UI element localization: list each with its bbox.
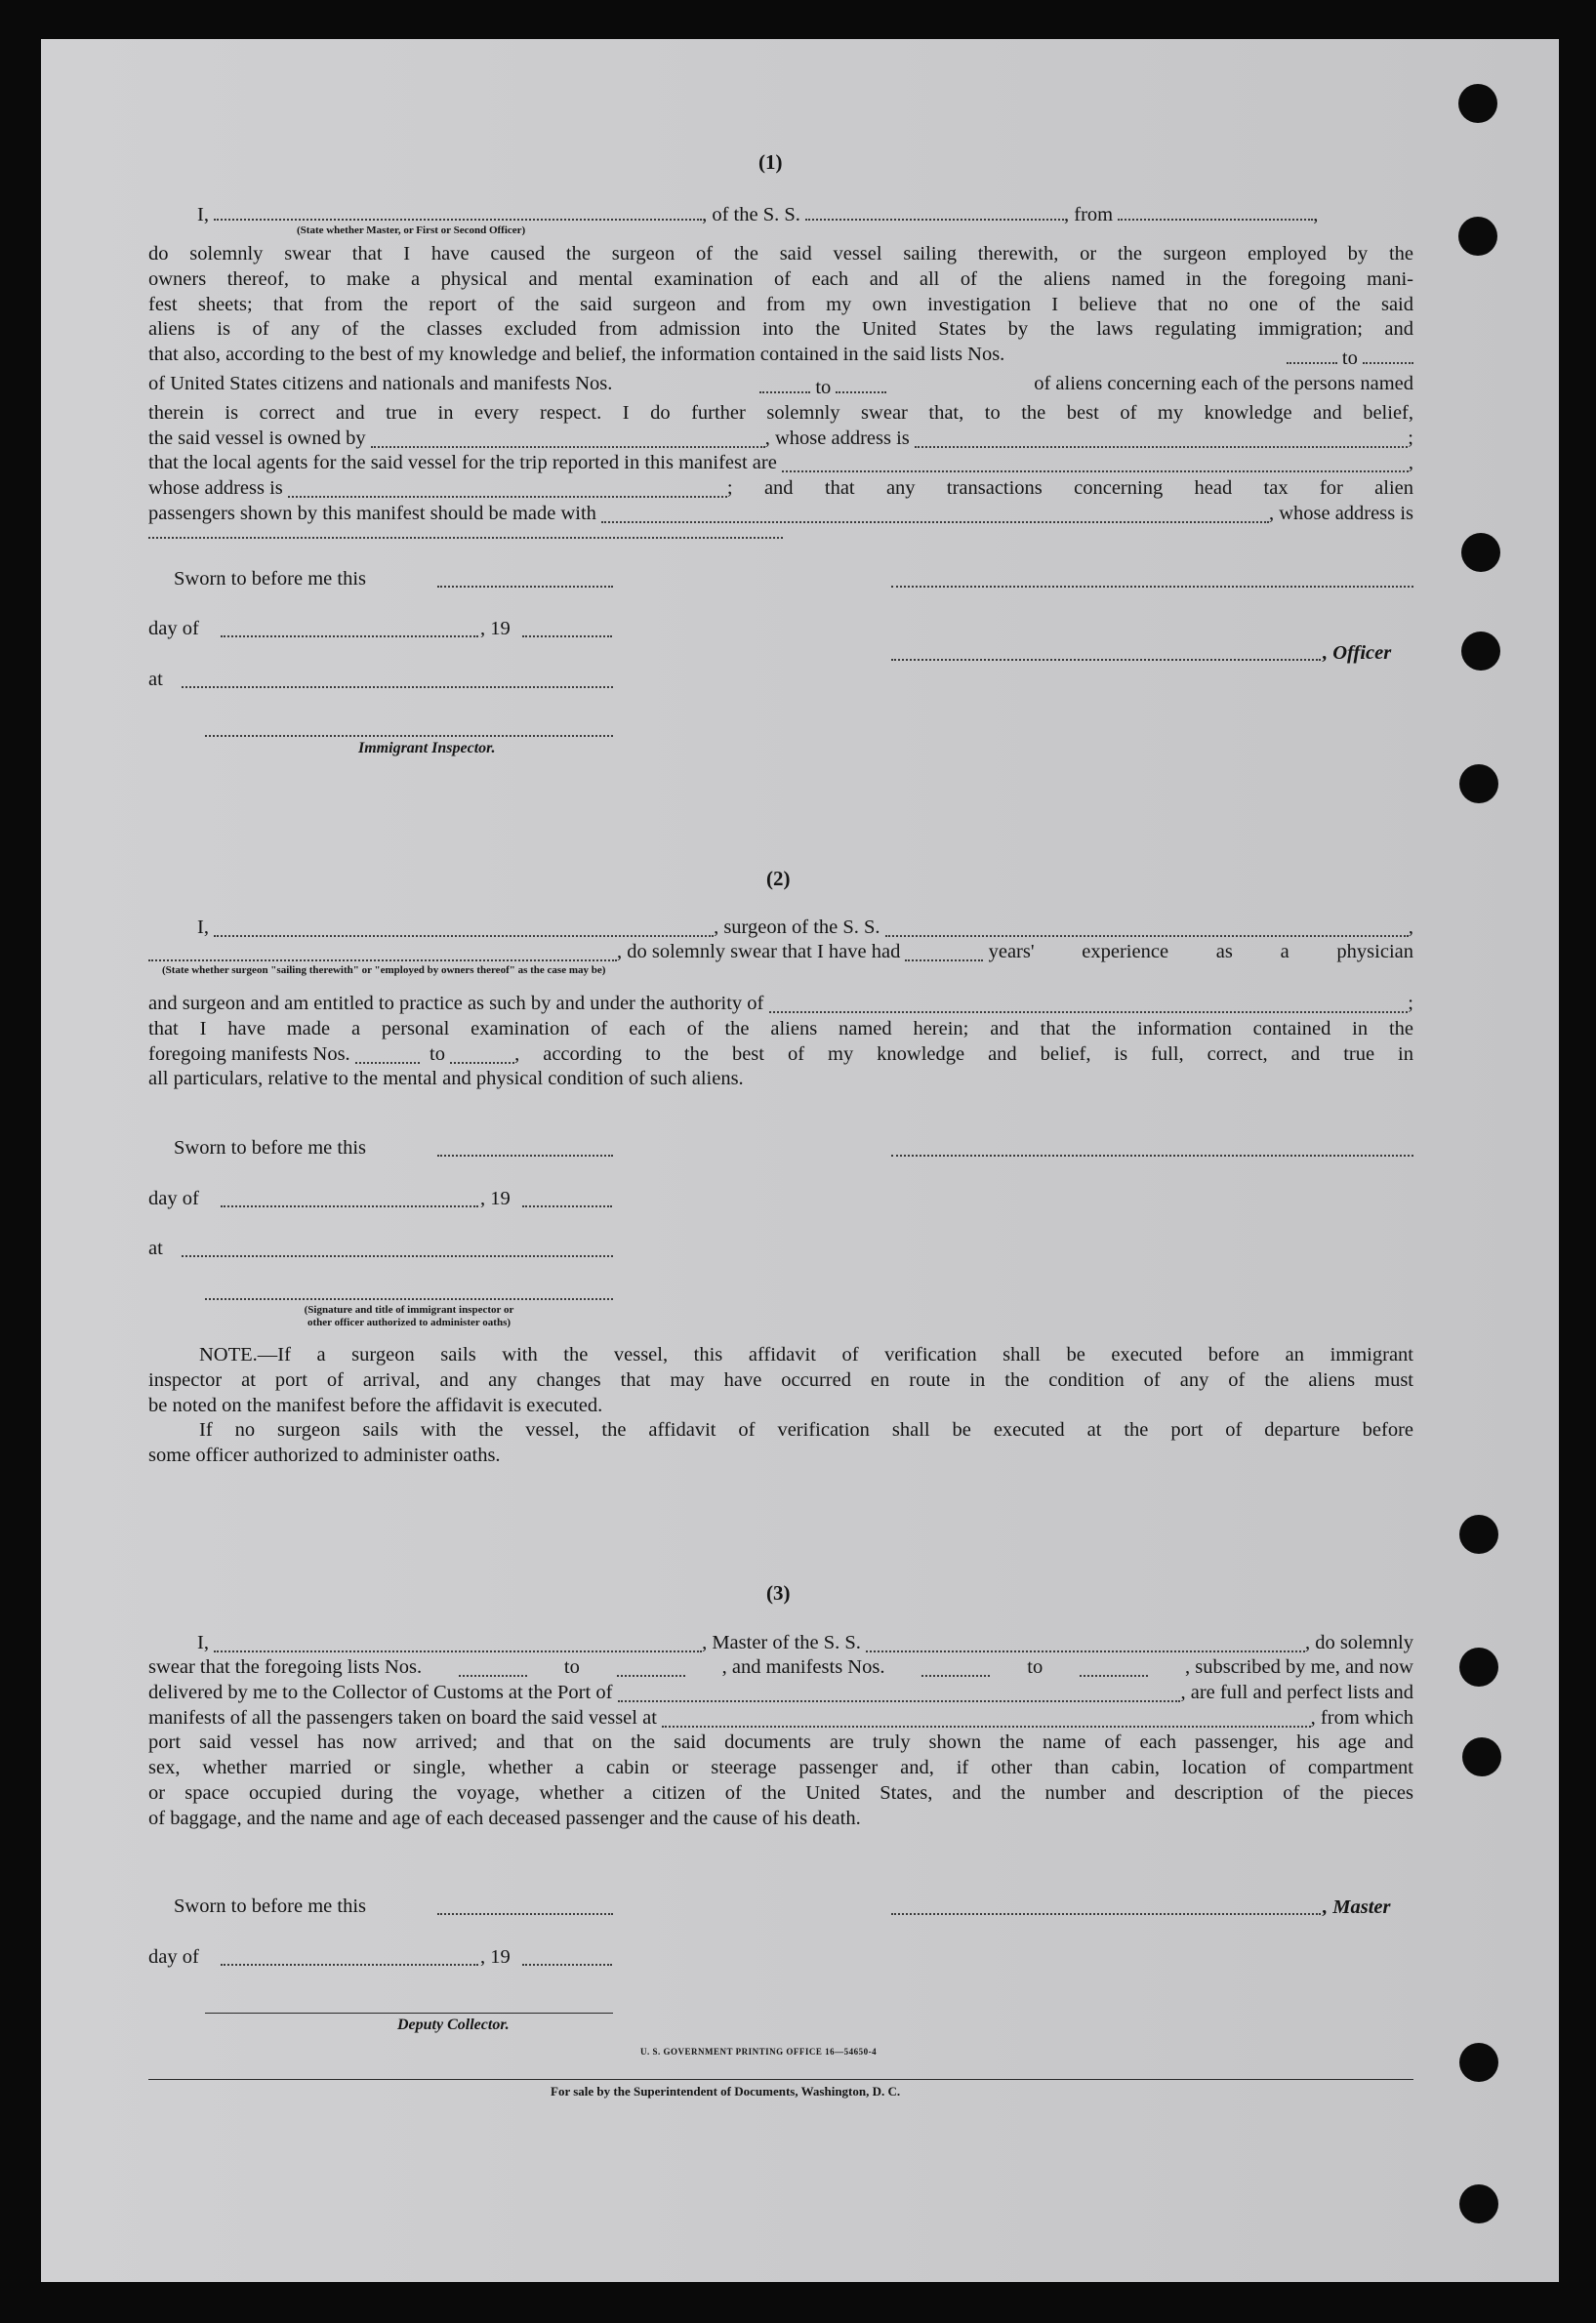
section-3-body [148, 1655, 1413, 1832]
body-line: or space occupied during the voyage, whether a citizen of the United States, and the number and description of the pieces [148, 1781, 1413, 1804]
day-of-field[interactable] [221, 1964, 478, 1966]
year-field[interactable] [522, 1205, 612, 1207]
sale-notice: For sale by the Superintendent of Documents, Washington, D. C. [551, 2084, 901, 2099]
surgeon-manifest-from-field[interactable] [355, 1042, 420, 1064]
manifests-from-field[interactable] [921, 1655, 990, 1677]
note-line: NOTE.—If a surgeon sails with the vessel, this affidavit of verification shall be executed before an immigrant [199, 1344, 1413, 1365]
punch-hole [1459, 1515, 1498, 1554]
section-1-number: (1) [758, 150, 783, 174]
surgeon-name-field[interactable] [214, 916, 714, 937]
surgeon-signature-field[interactable] [891, 1155, 1413, 1157]
owner-address-field[interactable] [915, 427, 1408, 448]
punch-hole [1458, 84, 1497, 123]
section-3-number: (3) [766, 1581, 791, 1605]
officer-name-field[interactable] [214, 199, 702, 221]
inspector-signature-field[interactable] [205, 1298, 613, 1300]
day-of-label: day of [148, 1188, 199, 1209]
master-vessel-field[interactable] [866, 1631, 1305, 1652]
head-tax-field[interactable] [601, 502, 1269, 523]
agents-address-field[interactable] [288, 476, 727, 498]
body-line: fest sheets; that from the report of the said surgeon and from my own investigation I believe that no one of the said [148, 293, 1413, 315]
note-line: some officer authorized to administer oaths. [148, 1445, 501, 1467]
gpo-imprint: U. S. GOVERNMENT PRINTING OFFICE 16—54650-4 [640, 2047, 878, 2057]
day-of-field[interactable] [221, 1205, 478, 1207]
port-field[interactable] [618, 1681, 1181, 1702]
punch-hole [1461, 632, 1500, 671]
section-2-body [148, 992, 1413, 1092]
at-label: at [148, 1238, 163, 1259]
sworn-date-field[interactable] [437, 1155, 613, 1157]
body-line: of United States citizens and nationals and manifests Nos. to of aliens concerning each of the persons named [148, 372, 1413, 398]
body-line: do solemnly swear that I have caused the surgeon of the said vessel sailing therewith, or the surgeon employed by the [148, 243, 1413, 265]
surgeon-manifest-to-field[interactable] [450, 1042, 514, 1064]
body-line: whose address is ; and that any transactions concerning head tax for alien [148, 477, 1413, 500]
year-label: , 19 [480, 1946, 511, 1968]
year-field[interactable] [522, 1964, 612, 1966]
manifests-to-field[interactable] [1080, 1655, 1148, 1677]
day-of-label: day of [148, 618, 199, 639]
body-line: delivered by me to the Collector of Customs at the Port of , are full and perfect lists and [148, 1681, 1413, 1703]
sworn-label: Sworn to before me this [174, 568, 366, 590]
officer-title-field[interactable] [891, 659, 1321, 661]
surgeon-vessel-field[interactable] [885, 916, 1409, 937]
section-2-second-line: , do solemnly swear that I have had years' experience as a physician [148, 940, 1413, 965]
sworn-label: Sworn to before me this [174, 1137, 366, 1159]
section-2-first-line: I, , surgeon of the S. S. , [197, 917, 1413, 938]
body-line: owners thereof, to make a physical and mental examination of each and all of the aliens named in the foregoing mani- [148, 267, 1413, 290]
year-label: , 19 [480, 1188, 511, 1209]
boarding-place-field[interactable] [662, 1706, 1311, 1728]
body-line: that I have made a personal examination of each of the aliens named herein; and that the information contained in the [148, 1017, 1413, 1039]
body-line: foregoing manifests Nos. to , according to the best of my knowledge and belief, is full, correct, and true in [148, 1042, 1413, 1065]
from-label: , from [1064, 204, 1114, 225]
officer-signature-field[interactable] [891, 586, 1413, 588]
footer-rule [148, 2079, 1413, 2080]
punch-hole [1459, 2184, 1498, 2223]
local-agents-field[interactable] [782, 451, 1409, 472]
day-of-label: day of [148, 1946, 199, 1968]
years-field[interactable] [905, 940, 983, 961]
body-line: swear that the foregoing lists Nos. to , and manifests Nos. to , subscribed by me, and now [148, 1656, 1413, 1678]
citizen-list-to-field[interactable] [1363, 343, 1413, 364]
form-page [41, 39, 1559, 2282]
year-field[interactable] [522, 635, 612, 637]
officer-note: (State whether Master, or First or Second Officer) [297, 224, 526, 236]
body-line: port said vessel has now arrived; and that on the said documents are truly shown the name of each passenger, his age and [148, 1732, 1413, 1754]
deputy-signature-field[interactable] [205, 2013, 613, 2014]
lists-from-field[interactable] [459, 1655, 527, 1677]
officer-label: , Officer [1323, 642, 1392, 664]
body-line: passengers shown by this manifest should be made with , whose address is [148, 502, 1413, 524]
vessel-name-field[interactable] [805, 199, 1064, 221]
body-line: therein is correct and true in every respect. I do further solemnly swear that, to the best of my knowledge and belief, [148, 401, 1413, 424]
body-line: of baggage, and the name and age of each deceased passenger and the cause of his death. [148, 1807, 861, 1829]
master-label: , Master [1323, 1896, 1391, 1918]
punch-hole [1459, 1648, 1498, 1687]
at-place-field[interactable] [182, 686, 613, 688]
body-line: that the local agents for the said vessel for the trip reported in this manifest are , [148, 452, 1413, 474]
section-3-first-line: I, , Master of the S. S. , do solemnly [197, 1632, 1413, 1653]
body-line: that also, according to the best of my knowledge and belief, the information contained in the said lists Nos. to [148, 343, 1413, 372]
manifest-to-field[interactable] [836, 372, 886, 393]
note-line: be noted on the manifest before the affidavit is executed. [148, 1394, 603, 1416]
day-of-field[interactable] [221, 635, 478, 637]
master-signature-field[interactable] [891, 1913, 1321, 1915]
punch-hole [1462, 1737, 1501, 1776]
authority-field[interactable] [769, 992, 1409, 1013]
address-continuation-line[interactable] [148, 537, 783, 539]
pronoun-i: I, [197, 204, 209, 225]
at-label: at [148, 669, 163, 690]
note-line: If no surgeon sails with the vessel, the affidavit of verification shall be executed at the port of departure before [199, 1419, 1413, 1442]
year-label: , 19 [480, 618, 511, 639]
punch-hole [1459, 764, 1498, 803]
body-line: sex, whether married or single, whether a cabin or steerage passenger and, if other than cabin, location of compartment [148, 1757, 1413, 1779]
section-2-number: (2) [766, 867, 791, 890]
sworn-date-field[interactable] [437, 1913, 613, 1915]
section-1-body [148, 242, 1413, 527]
body-line: the said vessel is owned by , whose address is ; [148, 427, 1413, 449]
body-line: aliens is of any of the classes excluded from admission into the United States by the laws regulating immigration; and [148, 318, 1413, 341]
master-name-field[interactable] [214, 1631, 702, 1652]
manifest-from-field[interactable] [759, 372, 810, 393]
note-line: inspector at port of arrival, and any changes that may have occurred en route in the condition of any of the aliens must [148, 1368, 1413, 1391]
sworn-label: Sworn to before me this [174, 1895, 366, 1917]
citizen-list-from-field[interactable] [1287, 343, 1337, 364]
body-line: manifests of all the passengers taken on board the said vessel at , from which [148, 1706, 1413, 1729]
body-line: all particulars, relative to the mental and physical condition of such aliens. [148, 1068, 744, 1090]
owner-field[interactable] [371, 427, 765, 448]
surgeon-note: (State whether surgeon "sailing therewith" or "employed by owners thereof" as the case may be) [162, 964, 606, 976]
sworn-date-field[interactable] [437, 586, 613, 588]
punch-hole [1458, 217, 1497, 256]
lists-to-field[interactable] [617, 1655, 685, 1677]
punch-hole [1459, 2043, 1498, 2082]
inspector-signature-field[interactable] [205, 735, 613, 737]
immigrant-inspector-label: Immigrant Inspector. [358, 740, 496, 756]
of-ss-label: , of the S. S. [702, 204, 800, 225]
body-line: and surgeon and am entitled to practice as such by and under the authority of ; [148, 993, 1413, 1014]
surgeon-note-paragraph [148, 1343, 1413, 1469]
signature-note: (Signature and title of immigrant inspector or other officer authorized to administer oaths) [304, 1304, 514, 1328]
comma: , [1313, 204, 1319, 225]
punch-hole [1461, 533, 1500, 572]
deputy-collector-label: Deputy Collector. [397, 2017, 510, 2033]
at-place-field[interactable] [182, 1255, 613, 1257]
surgeon-status-field[interactable] [148, 940, 617, 961]
from-port-field[interactable] [1118, 199, 1313, 221]
